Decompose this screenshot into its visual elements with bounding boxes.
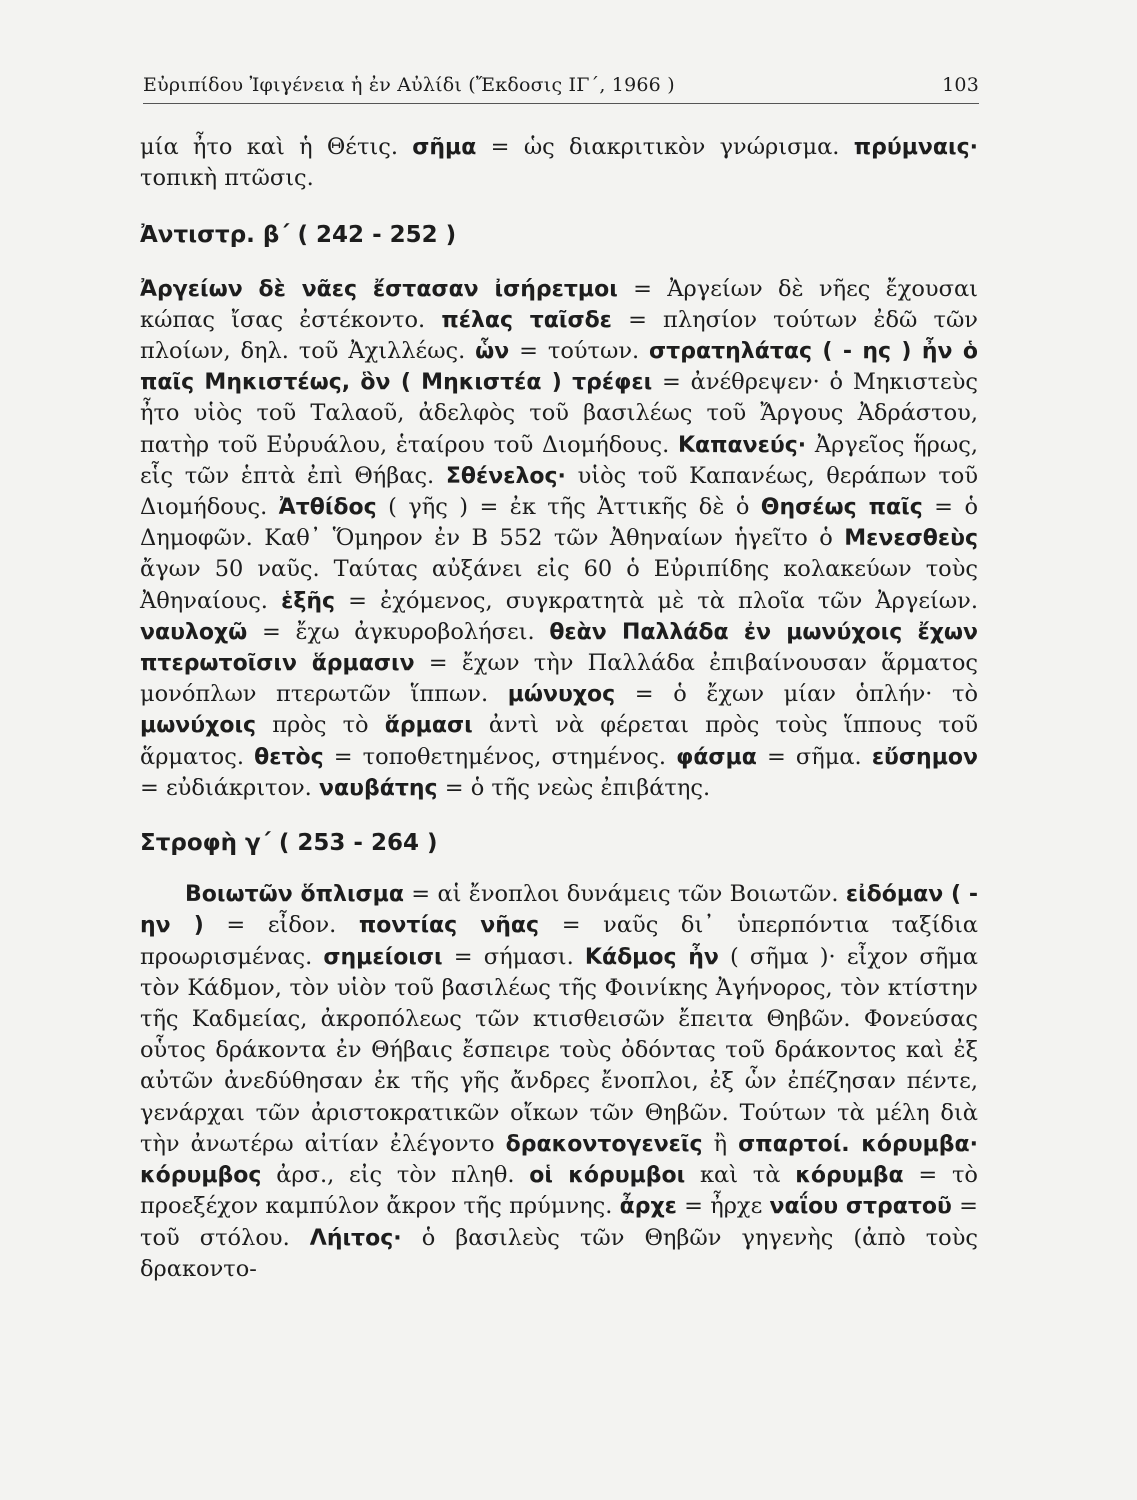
paragraph-1	[140, 132, 978, 194]
section-heading-strophe: Στροφὴ γ΄ ( 253 - 264 )	[140, 830, 438, 857]
text-run: ( γῆς ) = ἐκ τῆς Ἀττικῆς δὲ ὁ	[376, 494, 761, 521]
text-run: τοπικὴ πτῶσις.	[140, 165, 314, 192]
text-run: = ὁ τῆς νεὼς ἐπιβάτης.	[437, 774, 711, 801]
lemma: Βοιωτῶν ὅπλισμα	[185, 882, 404, 908]
text-run: πρὸς τὸ	[256, 712, 385, 739]
paragraph-3	[140, 879, 978, 1285]
lemma: Θησέως παῖς	[760, 495, 923, 521]
lemma: θεὰν Παλλάδα ἐν μωνύχοις ἔχων πτερωτοῖσιν ἅρμασιν	[140, 619, 978, 677]
lemma: ἆρχε	[619, 1194, 677, 1220]
text-run: = πλησίον τούτων ἐδῶ τῶν πλοίων, δηλ. τοῦ Ἀχιλλέως.	[140, 306, 978, 365]
lemma: Ἀτθίδος	[278, 495, 377, 521]
text-run: = ὁ Δημοφῶν. Καθ᾽ Ὅμηρον ἐν Β 552 τῶν Ἀθηναίων ἡγεῖτο ὁ	[140, 494, 979, 552]
lemma: σημείοισι	[323, 944, 443, 970]
lemma: πέλας ταῖσδε	[441, 307, 612, 333]
text-run: = ἦρχε	[676, 1193, 770, 1220]
text-run: = Ἀργείων δὲ νῆες ἔχουσαι κώπας ἴσας ἐστέκοντο.	[140, 275, 978, 333]
lemma: εὔσημον	[871, 744, 978, 770]
lemma: οἱ κόρυμβοι	[529, 1163, 686, 1189]
lemma: Ἀργείων δὲ νᾶες ἔστασαν ἰσήρετμοι	[140, 276, 618, 302]
lemma: σῆμα	[412, 135, 477, 160]
text-run: = τοποθετημένος, στημένος.	[323, 743, 677, 770]
lemma: κόρυμβα	[795, 1163, 904, 1189]
text-run: = τὸ προεξέχον καμπύλον ἄκρον τῆς πρύμνης.	[140, 1162, 978, 1220]
text-run: = σήμασι.	[442, 943, 585, 970]
paragraph-2	[140, 274, 978, 804]
lemma: σπαρτοί. κόρυμβα· κόρυμβος	[140, 1131, 978, 1189]
text-run: ὁ βασιλεὺς τῶν Θηβῶν γηγενὴς (ἀπὸ τοὺς δρακοντο-	[140, 1224, 978, 1282]
text-run: = τούτων.	[509, 338, 650, 365]
text-run: = εἶδον.	[203, 912, 359, 939]
lemma: Κάδμος ἦν	[584, 944, 719, 970]
lemma: Λήιτος·	[309, 1225, 402, 1251]
lemma: Σθένελος·	[445, 463, 566, 489]
text-run: ἀντὶ νὰ φέρεται πρὸς τοὺς ἵππους τοῦ ἅρματος.	[140, 712, 978, 770]
header-rule	[143, 103, 979, 104]
text-run: = ὡς διακριτικὸν γνώρισμα.	[476, 134, 854, 160]
lemma: Μενεσθεὺς	[844, 526, 978, 552]
text-run: = ναῦς δι᾽ ὑπερπόντια ταξίδια προωρισμένας.	[140, 912, 978, 970]
text-run: = ἔχων τὴν Παλλάδα ἐπιβαίνουσαν ἅρματος μονόπλων πτερωτῶν ἵππων.	[140, 650, 978, 708]
lemma: φάσμα	[676, 744, 757, 770]
lemma: ναυλοχῶ	[140, 619, 248, 645]
lemma: εἰδόμαν ( -ην )	[140, 882, 978, 939]
page-number: 103	[942, 74, 979, 96]
text-run: μία ἦτο καὶ ἡ Θέτις.	[140, 134, 413, 160]
text-run: = ἀνέθρεψεν· ὁ Μηκιστεὺς ἦτο υἱὸς τοῦ Ταλαοῦ, ἀδελφὸς τοῦ βασιλέως τοῦ Ἄργους Ἀδράστου, πατὴρ τοῦ Εὐρυάλου, ἑταίρου τοῦ Διομήδους.	[140, 369, 978, 458]
lemma: ὧν	[475, 339, 510, 365]
lemma: ποντίας νῆας	[358, 913, 540, 939]
lemma: Καπανεύς·	[677, 432, 807, 458]
text-run: ἀρσ., εἰς τὸν πληθ.	[261, 1162, 530, 1189]
text-run: καὶ τὰ	[685, 1162, 796, 1189]
header-title: Εὐριπίδου Ἰφιγένεια ἡ ἐν Αὐλίδι (Ἔκδοσις ΙΓ΄, 1966 )	[143, 74, 675, 96]
lemma: πρύμναις·	[853, 135, 978, 160]
text-run: ἄγων 50 ναῦς. Ταύτας αὐξάνει εἰς 60 ὁ Εὐριπίδης κολακεύων τοὺς Ἀθηναίους.	[140, 556, 978, 614]
text-run: Ἀργεῖος ἥρως, εἷς τῶν ἑπτὰ ἐπὶ Θήβας.	[140, 431, 978, 489]
lemma: δρακοντογενεῖς	[505, 1131, 703, 1157]
lemma: ναΐου στρατοῦ	[769, 1194, 952, 1220]
running-header	[143, 74, 979, 96]
text-run: = σῆμα.	[756, 743, 872, 770]
lemma: ἅρμασι	[384, 713, 473, 739]
lemma: μώνυχος	[507, 682, 616, 708]
lemma: θετὸς	[254, 744, 324, 770]
text-run: = ἐχόμενος, συγκρατητὰ μὲ τὰ πλοῖα τῶν Ἀργείων.	[335, 587, 978, 614]
text-run: ( σῆμα )· εἶχον σῆμα τὸν Κάδμον, τὸν υἱὸν τοῦ βασιλέως τῆς Φοινίκης Ἀγήνορος, τὸν κτίστην τῆς Καδμείας, ἀκροπόλεως τῶν κτισθεισῶν ἔπειτα Θηβῶν. Φονεύσας οὗτος δράκοντα ἐν Θήβαις ἔσπειρε τοὺς ὀδόντας τοῦ δράκοντος καὶ ἐξ αὐτῶν ἀνεδύθησαν ἐκ τῆς γῆς ἄνδρες ἔνοπλοι, ἐξ ὧν ἐπέζησαν πέντε, γενάρχαι τῶν ἀριστοκρατικῶν οἴκων τῶν Θηβῶν. Τούτων τὰ μέλη διὰ τὴν ἀνωτέρω αἰτίαν ἐλέγοντο	[140, 943, 978, 1157]
section-heading-antistrophe: Ἀντιστρ. β΄ ( 242 - 252 )	[140, 222, 457, 249]
lemma: ἑξῆς	[281, 588, 336, 614]
text-run: = ὁ ἔχων μίαν ὁπλήν· τὸ	[615, 681, 978, 708]
commentary-text	[140, 132, 978, 1285]
lemma: μωνύχοις	[140, 713, 257, 739]
text-run: ἢ	[702, 1130, 739, 1157]
text-run: = εὐδιάκριτον.	[140, 774, 319, 801]
text-run: = ἔχω ἀγκυροβολήσει.	[247, 618, 550, 645]
lemma: ναυβάτης	[319, 775, 438, 801]
text-run: = αἱ ἔνοπλοι δυνάμεις τῶν Βοιωτῶν.	[403, 881, 846, 908]
text-run: υἱὸς τοῦ Καπανέως, θεράπων τοῦ Διομήδους.	[140, 462, 978, 521]
lemma: στρατηλάτας ( - ης ) ἦν ὁ παῖς Μηκιστέως, ὃν ( Μηκιστέα ) τρέφει	[140, 339, 978, 396]
text-run: = τοῦ στόλου.	[140, 1193, 978, 1251]
